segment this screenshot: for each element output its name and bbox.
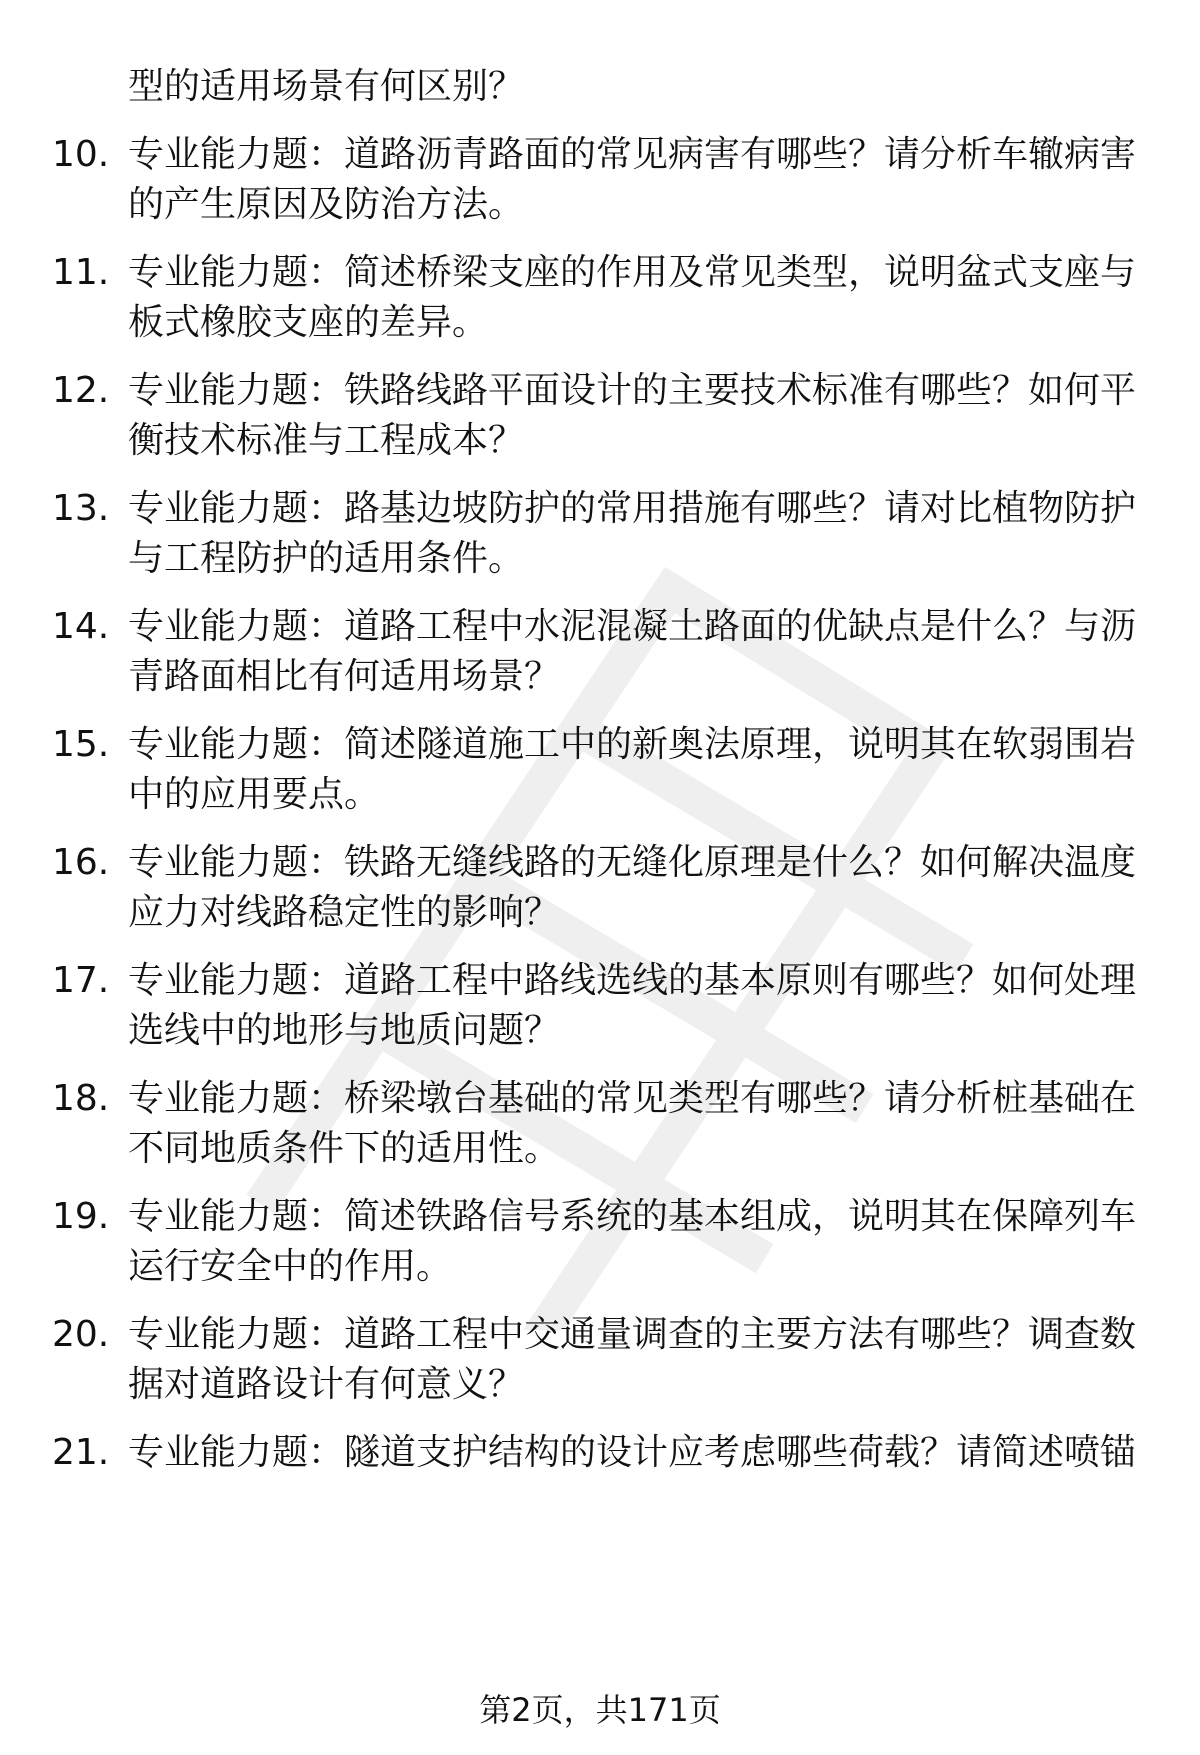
question-number: 12. xyxy=(52,370,110,411)
question-number: 15. xyxy=(52,724,110,765)
question-number: 18. xyxy=(52,1078,110,1119)
question-text: 专业能力题：简述隧道施工中的新奥法原理，说明其在软弱围岩中的应用要点。 xyxy=(128,724,1137,815)
question-text: 专业能力题：简述桥梁支座的作用及常见类型，说明盆式支座与板式橡胶支座的差异。 xyxy=(128,252,1137,343)
question-text: 专业能力题：路基边坡防护的常用措施有哪些？请对比植物防护与工程防护的适用条件。 xyxy=(128,488,1137,579)
question-number: 13. xyxy=(52,488,110,529)
page-footer: 第2页，共171页 xyxy=(479,1691,721,1729)
question-text: 专业能力题：桥梁墩台基础的常见类型有哪些？请分析桩基础在不同地质条件下的适用性。 xyxy=(128,1078,1137,1169)
question-text: 专业能力题：铁路无缝线路的无缝化原理是什么？如何解决温度应力对线路稳定性的影响？ xyxy=(128,842,1137,933)
question-text: 专业能力题：道路工程中水泥混凝土路面的优缺点是什么？与沥青路面相比有何适用场景？ xyxy=(128,606,1137,697)
question-number: 20. xyxy=(52,1314,110,1355)
question-number: 16. xyxy=(52,842,110,883)
question-number: 21. xyxy=(52,1432,110,1473)
continuation-text: 型的适用场景有何区别？ xyxy=(128,66,525,107)
question-number: 11. xyxy=(52,252,110,293)
question-number: 10. xyxy=(52,134,110,175)
question-text: 专业能力题：道路工程中交通量调查的主要方法有哪些？调查数据对道路设计有何意义？ xyxy=(128,1314,1137,1405)
question-text: 专业能力题：道路工程中路线选线的基本原则有哪些？如何处理选线中的地形与地质问题？ xyxy=(128,960,1137,1051)
question-text: 专业能力题：铁路线路平面设计的主要技术标准有哪些？如何平衡技术标准与工程成本？ xyxy=(128,370,1137,461)
question-text: 专业能力题：简述铁路信号系统的基本组成，说明其在保障列车运行安全中的作用。 xyxy=(128,1196,1137,1287)
question-number: 19. xyxy=(52,1196,110,1237)
question-number: 17. xyxy=(52,960,110,1001)
question-text: 专业能力题：道路沥青路面的常见病害有哪些？请分析车辙病害的产生原因及防治方法。 xyxy=(128,134,1137,225)
question-number: 14. xyxy=(52,606,110,647)
question-text: 专业能力题：隧道支护结构的设计应考虑哪些荷载？请简述喷锚 xyxy=(128,1432,1137,1473)
